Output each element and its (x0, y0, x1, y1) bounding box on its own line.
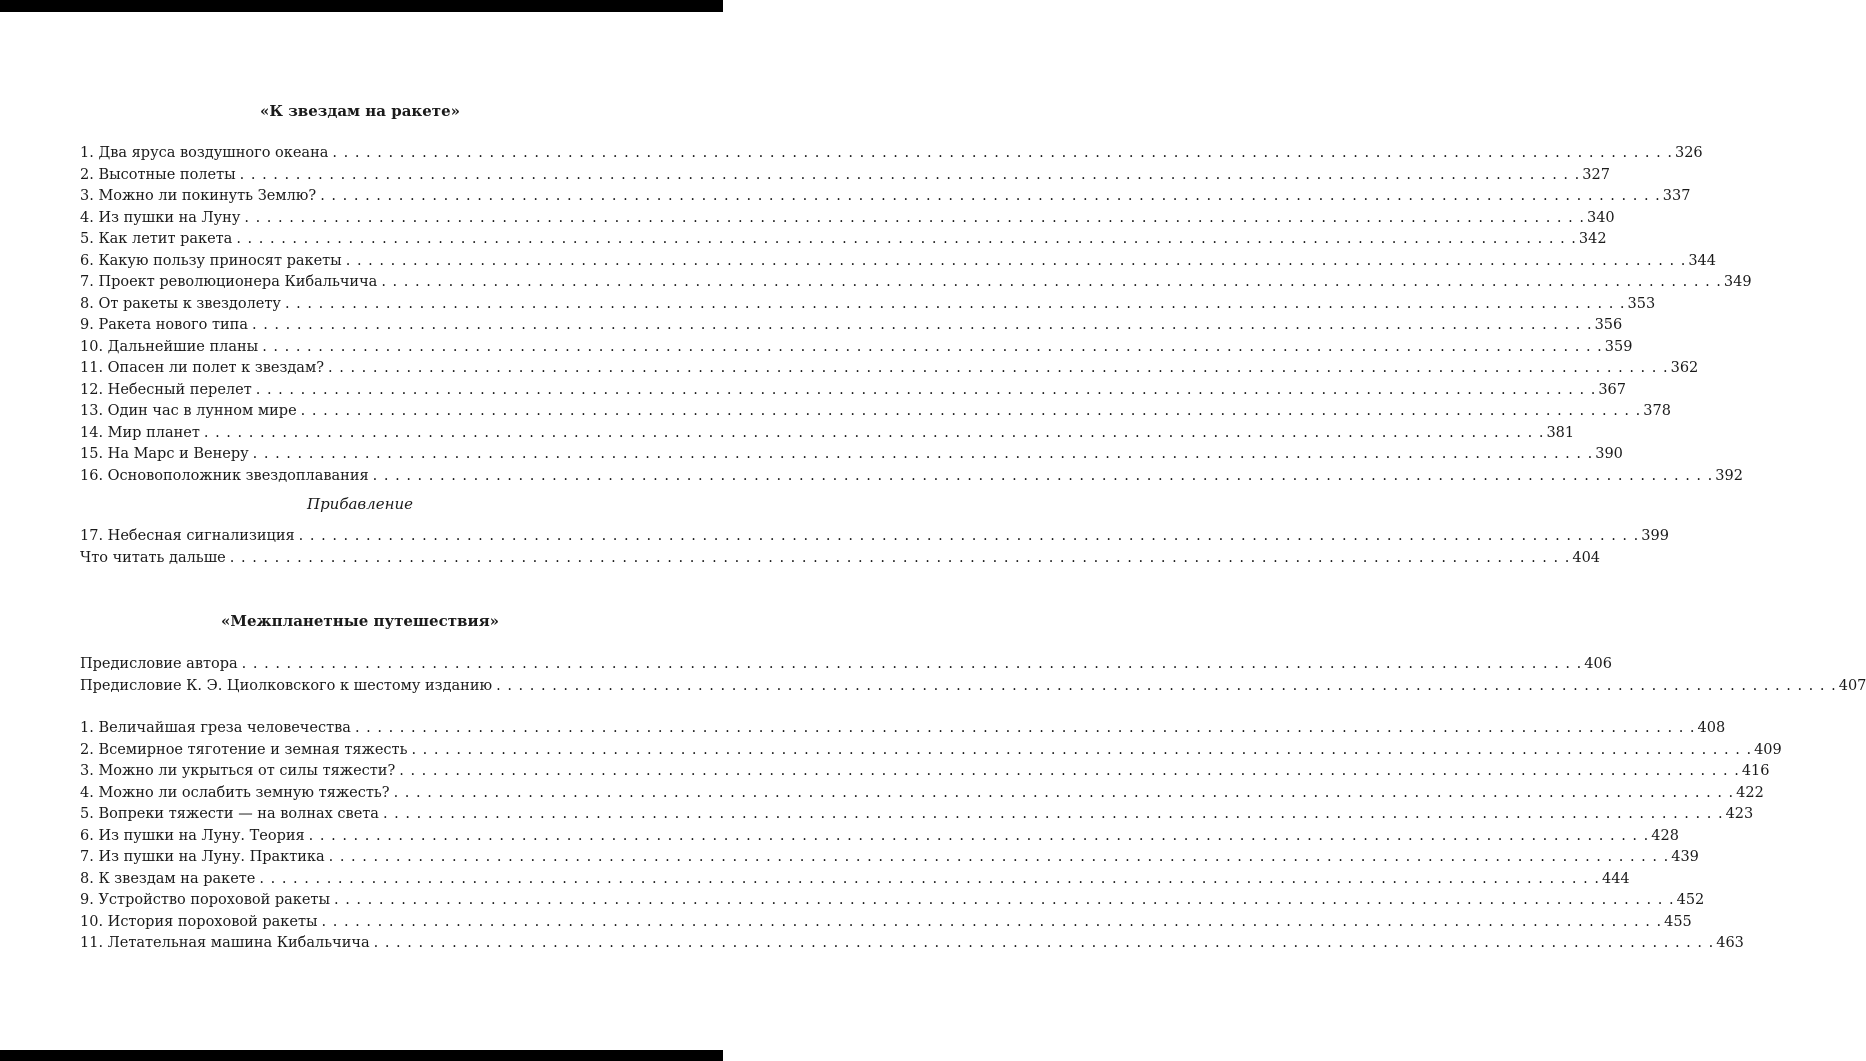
toc-entry-title: 4. Можно ли ослабить земную тяжесть? (80, 784, 390, 801)
dot-leader: . . . . . . . . . . . . . . . . . . . . . . . . . . . . . . . . . . . . . . . . . . . . . . . . . . . . . . . . . . . . . . . . . . . . . . . . . . . . . . . . . . . . . . . . . . . . . . . . . . . . . . . . . . . . . . . . . . . . . . . . (262, 338, 1603, 355)
dot-leader: . . . . . . . . . . . . . . . . . . . . . . . . . . . . . . . . . . . . . . . . . . . . . . . . . . . . . . . . . . . . . . . . . . . . . . . . . . . . . . . . . . . . . . . . . . . . . . . . . . . . . . . . . . . . . . . . . . . . . . . . (320, 188, 1661, 204)
dot-leader: . . . . . . . . . . . . . . . . . . . . . . . . . . . . . . . . . . . . . . . . . . . . . . . . . . . . . . . . . . . . . . . . . . . . . . . . . . . . . . . . . . . . . . . . . . . . . . . . . . . . . . . . . . . . . . . . . . . . . . . . (328, 360, 1669, 376)
toc-entry-page: 409 (1754, 741, 1782, 758)
toc-entry (80, 423, 1575, 445)
toc-entry (80, 933, 1744, 955)
toc-entry-title: 11. Летательная машина Кибальчича (80, 935, 370, 951)
toc-entry (80, 826, 1679, 848)
dot-leader: . . . . . . . . . . . . . . . . . . . . . . . . . . . . . . . . . . . . . . . . . . . . . . . . . . . . . . . . . . . . . . . . . . . . . . . . . . . . . . . . . . . . . . . . . . . . . . . . . . . . . . . . . . . . . . . . . . . . . . . . (411, 741, 1753, 758)
toc-entry-title: 5. Вопреки тяжести — на волнах света (80, 806, 379, 822)
toc-entry-page: 327 (1582, 166, 1610, 183)
bottom-border (0, 1050, 723, 1061)
dot-leader: . . . . . . . . . . . . . . . . . . . . . . . . . . . . . . . . . . . . . . . . . . . . . . . . . . . . . . . . . . . . . . . . . . . . . . . . . . . . . . . . . . . . . . . . . . . . . . . . . . . . . . . . . . . . . . . . . . . . . . . . (300, 403, 1642, 419)
appendix-toc (80, 526, 1669, 569)
toc-entry (80, 847, 1699, 869)
dot-leader: . . . . . . . . . . . . . . . . . . . . . . . . . . . . . . . . . . . . . . . . . . . . . . . . . . . . . . . . . . . . . . . . . . . . . . . . . . . . . . . . . . . . . . . . . . . . . . . . . . . . . . . . . . . . . . . . . . . . . . . . (496, 677, 1837, 694)
toc-entry-title: 7. Проект революционера Кибальчича (80, 274, 378, 290)
dot-leader: . . . . . . . . . . . . . . . . . . . . . . . . . . . . . . . . . . . . . . . . . . . . . . . . . . . . . . . . . . . . . . . . . . . . . . . . . . . . . . . . . . . . . . . . . . . . . . . . . . . . . . . . . . . . . . . . . . . . . . . . (284, 295, 1626, 312)
toc-entry-page: 359 (1604, 338, 1633, 355)
toc-entry-title: 7. Из пушки на Луну. Практика (80, 849, 325, 865)
toc-entry-title: 9. Ракета нового типа (80, 317, 248, 333)
dot-leader: . . . . . . . . . . . . . . . . . . . . . . . . . . . . . . . . . . . . . . . . . . . . . . . . . . . . . . . . . . . . . . . . . . . . . . . . . . . . . . . . . . . . . . . . . . . . . . . . . . . . . . . . . . . . . . . . . . . . . . . . (399, 763, 1740, 779)
toc-entry-title: 3. Можно ли укрыться от силы тяжести? (80, 763, 396, 779)
toc-entry-title: 2. Всемирное тяготение и земная тяжесть (80, 741, 408, 758)
toc-entry-title: 1. Величайшая греза человечества (80, 720, 351, 736)
dot-leader: . . . . . . . . . . . . . . . . . . . . . . . . . . . . . . . . . . . . . . . . . . . . . . . . . . . . . . . . . . . . . . . . . . . . . . . . . . . . . . . . . . . . . . . . . . . . . . . . . . . . . . . . . . . . . . . . . . . . . . . . (239, 166, 1581, 183)
toc-entry-page: 381 (1546, 424, 1575, 441)
dot-leader: . . . . . . . . . . . . . . . . . . . . . . . . . . . . . . . . . . . . . . . . . . . . . . . . . . . . . . . . . . . . . . . . . . . . . . . . . . . . . . . . . . . . . . . . . . . . . . . . . . . . . . . . . . . . . . . . . . . . . . . . (251, 317, 1593, 333)
toc-entry (80, 143, 1703, 165)
toc-entry (80, 315, 1623, 337)
dot-leader: . . . . . . . . . . . . . . . . . . . . . . . . . . . . . . . . . . . . . . . . . . . . . . . . . . . . . . . . . . . . . . . . . . . . . . . . . . . . . . . . . . . . . . . . . . . . . . . . . . . . . . . . . . . . . . . . . . . . . . . . (332, 145, 1673, 161)
toc-entry-page: 455 (1664, 913, 1692, 930)
dot-leader: . . . . . . . . . . . . . . . . . . . . . . . . . . . . . . . . . . . . . . . . . . . . . . . . . . . . . . . . . . . . . . . . . . . . . . . . . . . . . . . . . . . . . . . . . . . . . . . . . . . . . . . . . . . . . . . . . . . . . . . . (308, 827, 1650, 844)
toc-entry (80, 337, 1633, 359)
toc-entry-title: 12. Небесный перелет (80, 381, 252, 398)
section1-heading: «К звездам на ракете» (259, 102, 461, 120)
toc-entry-page: 392 (1715, 467, 1743, 484)
dot-leader: . . . . . . . . . . . . . . . . . . . . . . . . . . . . . . . . . . . . . . . . . . . . . . . . . . . . . . . . . . . . . . . . . . . . . . . . . . . . . . . . . . . . . . . . . . . . . . . . . . . . . . . . . . . . . . . . . . . . . . . . (321, 913, 1663, 930)
toc-entry (80, 208, 1615, 230)
toc-entry-page: 444 (1601, 870, 1630, 887)
toc-entry (80, 890, 1705, 912)
toc-entry (80, 251, 1717, 273)
toc-entry-title: 10. История пороховой ракеты (80, 913, 318, 930)
toc-entry (80, 654, 1612, 676)
toc-entry-page: 356 (1594, 317, 1623, 333)
toc-entry-page: 423 (1725, 806, 1754, 822)
toc-entry-title: 11. Опасен ли полет к звездам? (80, 360, 325, 376)
dot-leader: . . . . . . . . . . . . . . . . . . . . . . . . . . . . . . . . . . . . . . . . . . . . . . . . . . . . . . . . . . . . . . . . . . . . . . . . . . . . . . . . . . . . . . . . . . . . . . . . . . . . . . . . . . . . . . . . . . . . . . . . (334, 892, 1675, 908)
toc-entry (80, 466, 1743, 488)
toc-entry-title: 3. Можно ли покинуть Землю? (80, 188, 317, 204)
dot-leader: . . . . . . . . . . . . . . . . . . . . . . . . . . . . . . . . . . . . . . . . . . . . . . . . . . . . . . . . . . . . . . . . . . . . . . . . . . . . . . . . . . . . . . . . . . . . . . . . . . . . . . . . . . . . . . . . . . . . . . . . (259, 870, 1600, 887)
toc-entry (80, 783, 1764, 805)
toc-entry-page: 406 (1584, 656, 1612, 672)
toc-entry-page: 337 (1662, 188, 1691, 204)
dot-leader: . . . . . . . . . . . . . . . . . . . . . . . . . . . . . . . . . . . . . . . . . . . . . . . . . . . . . . . . . . . . . . . . . . . . . . . . . . . . . . . . . . . . . . . . . . . . . . . . . . . . . . . . . . . . . . . . . . . . . . . . (393, 784, 1735, 801)
toc-entry (80, 380, 1627, 402)
toc-entry (80, 526, 1669, 548)
toc-entry-page: 416 (1741, 763, 1770, 779)
toc-entry-title: 1. Два яруса воздушного океана (80, 145, 329, 161)
section2-toc (80, 718, 1782, 955)
toc-entry (80, 229, 1607, 251)
dot-leader: . . . . . . . . . . . . . . . . . . . . . . . . . . . . . . . . . . . . . . . . . . . . . . . . . . . . . . . . . . . . . . . . . . . . . . . . . . . . . . . . . . . . . . . . . . . . . . . . . . . . . . . . . . . . . . . . . . . . . . . . (382, 806, 1724, 822)
toc-entry-title: 17. Небесная сигнализиция (80, 528, 295, 544)
dot-leader: . . . . . . . . . . . . . . . . . . . . . . . . . . . . . . . . . . . . . . . . . . . . . . . . . . . . . . . . . . . . . . . . . . . . . . . . . . . . . . . . . . . . . . . . . . . . . . . . . . . . . . . . . . . . . . . . . . . . . . . . (252, 446, 1594, 462)
toc-entry-title: 13. Один час в лунном мире (80, 403, 297, 419)
toc-entry-title: 15. На Марс и Венеру (80, 446, 249, 462)
dot-leader: . . . . . . . . . . . . . . . . . . . . . . . . . . . . . . . . . . . . . . . . . . . . . . . . . . . . . . . . . . . . . . . . . . . . . . . . . . . . . . . . . . . . . . . . . . . . . . . . . . . . . . . . . . . . . . . . . . . . . . . . (244, 209, 1585, 226)
toc-entry (80, 272, 1752, 294)
dot-leader: . . . . . . . . . . . . . . . . . . . . . . . . . . . . . . . . . . . . . . . . . . . . . . . . . . . . . . . . . . . . . . . . . . . . . . . . . . . . . . . . . . . . . . . . . . . . . . . . . . . . . . . . . . . . . . . . . . . . . . . . (373, 935, 1715, 951)
toc-entry-page: 340 (1586, 209, 1615, 226)
toc-entry-page: 408 (1697, 720, 1726, 736)
toc-entry (80, 165, 1610, 187)
dot-leader: . . . . . . . . . . . . . . . . . . . . . . . . . . . . . . . . . . . . . . . . . . . . . . . . . . . . . . . . . . . . . . . . . . . . . . . . . . . . . . . . . . . . . . . . . . . . . . . . . . . . . . . . . . . . . . . . . . . . . . . . (255, 381, 1597, 398)
toc-entry-title: 14. Мир планет (80, 424, 200, 441)
toc-entry-title: 16. Основоположник звездоплавания (80, 467, 369, 484)
dot-leader: . . . . . . . . . . . . . . . . . . . . . . . . . . . . . . . . . . . . . . . . . . . . . . . . . . . . . . . . . . . . . . . . . . . . . . . . . . . . . . . . . . . . . . . . . . . . . . . . . . . . . . . . . . . . . . . . . . . . . . . . (354, 720, 1696, 736)
toc-entry-title: 6. Какую пользу приносят ракеты (80, 252, 342, 269)
toc-entry (80, 401, 1671, 423)
toc-entry (80, 548, 1601, 570)
toc-entry (80, 294, 1656, 316)
toc-entry-title: 6. Из пушки на Луну. Теория (80, 827, 305, 844)
preface-toc (80, 654, 1866, 697)
toc-entry-title: Предисловие К. Э. Циолковского к шестому изданию (80, 677, 493, 694)
toc-entry (80, 676, 1866, 698)
appendix-heading: Прибавление (306, 495, 414, 513)
toc-entry-page: 362 (1670, 360, 1699, 376)
toc-entry-title: 8. От ракеты к звездолету (80, 295, 281, 312)
toc-entry (80, 186, 1691, 208)
dot-leader: . . . . . . . . . . . . . . . . . . . . . . . . . . . . . . . . . . . . . . . . . . . . . . . . . . . . . . . . . . . . . . . . . . . . . . . . . . . . . . . . . . . . . . . . . . . . . . . . . . . . . . . . . . . . . . . . . . . . . . . . (203, 424, 1545, 441)
toc-entry-page: 463 (1716, 935, 1744, 951)
toc-entry-page: 428 (1651, 827, 1679, 844)
toc-entry-title: 8. К звездам на ракете (80, 870, 256, 887)
toc-entry-page: 353 (1627, 295, 1656, 312)
toc-entry (80, 869, 1630, 891)
toc-entry (80, 740, 1782, 762)
toc-entry-title: 4. Из пушки на Луну (80, 209, 241, 226)
toc-entry-page: 342 (1578, 231, 1607, 247)
dot-leader: . . . . . . . . . . . . . . . . . . . . . . . . . . . . . . . . . . . . . . . . . . . . . . . . . . . . . . . . . . . . . . . . . . . . . . . . . . . . . . . . . . . . . . . . . . . . . . . . . . . . . . . . . . . . . . . . . . . . . . . . (229, 549, 1571, 566)
toc-entry-page: 452 (1676, 892, 1705, 908)
toc-entry-page: 344 (1688, 252, 1717, 269)
dot-leader: . . . . . . . . . . . . . . . . . . . . . . . . . . . . . . . . . . . . . . . . . . . . . . . . . . . . . . . . . . . . . . . . . . . . . . . . . . . . . . . . . . . . . . . . . . . . . . . . . . . . . . . . . . . . . . . . . . . . . . . . (345, 252, 1687, 269)
toc-entry-title: 2. Высотные полеты (80, 166, 236, 183)
toc-entry (80, 912, 1692, 934)
dot-leader: . . . . . . . . . . . . . . . . . . . . . . . . . . . . . . . . . . . . . . . . . . . . . . . . . . . . . . . . . . . . . . . . . . . . . . . . . . . . . . . . . . . . . . . . . . . . . . . . . . . . . . . . . . . . . . . . . . . . . . . . (241, 656, 1583, 672)
toc-entry-title: 5. Как летит ракета (80, 231, 233, 247)
dot-leader: . . . . . . . . . . . . . . . . . . . . . . . . . . . . . . . . . . . . . . . . . . . . . . . . . . . . . . . . . . . . . . . . . . . . . . . . . . . . . . . . . . . . . . . . . . . . . . . . . . . . . . . . . . . . . . . . . . . . . . . . (298, 528, 1640, 544)
toc-entry (80, 761, 1770, 783)
toc-entry-page: 422 (1736, 784, 1764, 801)
toc-entry-page: 349 (1723, 274, 1752, 290)
toc-entry (80, 804, 1754, 826)
section1-toc (80, 143, 1752, 487)
toc-entry-page: 407 (1838, 677, 1866, 694)
toc-entry-title: Что читать дальше (80, 549, 226, 566)
toc-entry-page: 404 (1572, 549, 1601, 566)
toc-entry (80, 444, 1623, 466)
toc-entry-title: Предисловие автора (80, 656, 238, 672)
top-border (0, 0, 723, 12)
section2-heading: «Межпланетные путешествия» (220, 612, 500, 630)
toc-entry (80, 718, 1726, 740)
toc-entry-title: 10. Дальнейшие планы (80, 338, 259, 355)
toc-entry-page: 367 (1598, 381, 1627, 398)
toc-entry-page: 326 (1674, 145, 1703, 161)
toc-entry-title: 9. Устройство пороховой ракеты (80, 892, 330, 908)
toc-entry-page: 439 (1671, 849, 1699, 865)
toc-entry-page: 399 (1641, 528, 1669, 544)
dot-leader: . . . . . . . . . . . . . . . . . . . . . . . . . . . . . . . . . . . . . . . . . . . . . . . . . . . . . . . . . . . . . . . . . . . . . . . . . . . . . . . . . . . . . . . . . . . . . . . . . . . . . . . . . . . . . . . . . . . . . . . . (328, 849, 1670, 865)
toc-entry-page: 390 (1595, 446, 1623, 462)
dot-leader: . . . . . . . . . . . . . . . . . . . . . . . . . . . . . . . . . . . . . . . . . . . . . . . . . . . . . . . . . . . . . . . . . . . . . . . . . . . . . . . . . . . . . . . . . . . . . . . . . . . . . . . . . . . . . . . . . . . . . . . . (381, 274, 1722, 290)
toc-entry (80, 358, 1699, 380)
toc-entry-page: 378 (1643, 403, 1671, 419)
dot-leader: . . . . . . . . . . . . . . . . . . . . . . . . . . . . . . . . . . . . . . . . . . . . . . . . . . . . . . . . . . . . . . . . . . . . . . . . . . . . . . . . . . . . . . . . . . . . . . . . . . . . . . . . . . . . . . . . . . . . . . . . (236, 231, 1577, 247)
dot-leader: . . . . . . . . . . . . . . . . . . . . . . . . . . . . . . . . . . . . . . . . . . . . . . . . . . . . . . . . . . . . . . . . . . . . . . . . . . . . . . . . . . . . . . . . . . . . . . . . . . . . . . . . . . . . . . . . . . . . . . . . (372, 467, 1714, 484)
